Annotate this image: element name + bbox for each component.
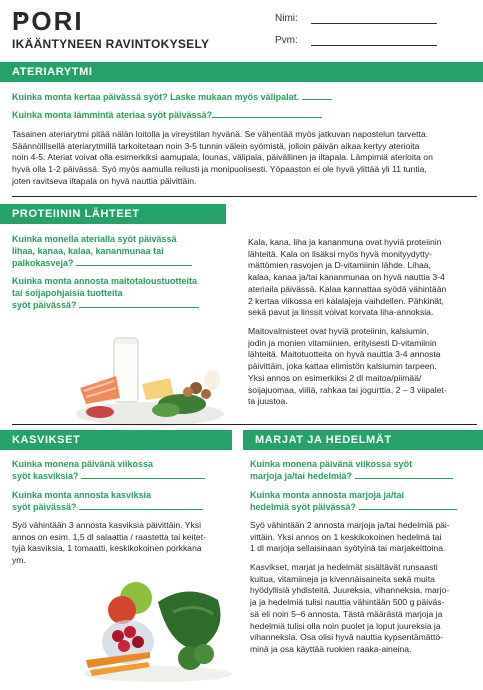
vegetable-text: Syö vähintään 3 annosta kasviksia päivittäin. Yksi annos on esim. 1,5 dl salaattia / raastetta tai keitet- tyjä kasviksia, 1 tomaatti, keskikokoinen porkkana ym. <box>12 520 206 566</box>
answer-line[interactable] <box>355 478 453 479</box>
date-label: Pvm: <box>275 35 298 46</box>
answer-line[interactable] <box>81 478 205 479</box>
ateriarytmi-text: Tasainen ateriarytmi pitää nälän loitolla ja vireystilan hyvänä. Se vähentää myös jatkuvan napostelun tarvetta. Säännöllisellä ateriarytmillä tarkoitetaan noin 3-5 tunnin välein syömistä, jolloin päivän aikaa kertyy aterioita noin 4-5. Ateriat voivat olla esimerkiksi aamupala, lounas, välipala, päivällinen ja iltapala. Lämpimiä aterioita on hyvä olla 1-2 päivässä. Syö myös aamulla reilusti ja monipuolisesti. Yöpaaston ei ole hyvä ylittää yli 11 tuntia, joten ravitseva iltapala on hyvä nauttia päivittäin. <box>12 129 433 186</box>
question-protein-meals: Kuinka monella aterialla syöt päivässä lihaa, kanaa, kalaa, kananmunaa tai palkokasveja? <box>12 233 192 269</box>
question-vegetable-portions: Kuinka monta annosta kasviksia syöt päivässä? <box>12 489 203 513</box>
question-meals-per-day: Kuinka monta kertaa päivässä syöt? Laske mukaan myös välipalat. <box>12 91 332 103</box>
berry-text-2: Kasvikset, marjat ja hedelmät sisältävät runsaasti kuitua, vitamiineja ja kivennäisaineita sekä muita hyödyllisiä yhdisteitä. Juureksia, vihanneksia, marjo- ja ja hedelmiä tulisi nauttia vähintään 500 g päiväs- sä eli noin 5–6 annosta. Tästä määrästä marjoja ja hedelmiä tulisi olla noin puolet ja loput juureksia ja vihanneksia. Osa olisi hyvä nauttia kypsentämättö- minä ja osa käyttää ruokien raaka-aineina. <box>250 562 450 654</box>
question-vegetable-days: Kuinka monena päivänä viikossa syöt kasviksia? <box>12 458 205 482</box>
section-band-ateriarytmi: ATERIARYTMI <box>0 62 483 82</box>
question-warm-meals: Kuinka monta lämmintä ateriaa syöt päivässä? <box>12 109 322 121</box>
name-label: Nimi: <box>275 13 298 24</box>
answer-line[interactable] <box>79 509 203 510</box>
protein-foods-image <box>70 318 230 430</box>
question-berry-days: Kuinka monena päivänä viikossa syöt marjoja ja/tai hedelmiä? <box>250 458 453 482</box>
answer-line[interactable] <box>359 509 457 510</box>
answer-line[interactable] <box>302 99 332 100</box>
question-berry-portions: Kuinka monta annosta marjoja ja/tai hedelmiä syöt päivässä? <box>250 489 457 513</box>
pori-logo: PORI <box>12 6 84 36</box>
question-dairy-portions: Kuinka monta annosta maitotaloustuotteita tai soijapohjaisia tuotteita syöt päivässä? <box>12 275 199 311</box>
answer-line[interactable] <box>212 117 322 118</box>
divider <box>12 424 477 425</box>
name-field[interactable] <box>311 23 437 24</box>
section-band-proteiini: PROTEIININ LÄHTEET <box>0 204 226 224</box>
section-band-marjat: MARJAT JA HEDELMÄT <box>243 430 483 450</box>
protein-text-2: Maitovalmisteet ovat hyviä proteiinin, kalsiumin, jodin ja monien vitamiinien, erityisesti D-vitamiinin lähteitä. Maitotuotteita on hyvä nauttia 3-4 annosta päivittäin, joka kattaa elimistön kalsiumin tarpeen. Yksi annos on esimerkiksi 2 dl maitoa/piimää/ soijajuomaa, viiliä, rahkaa tai jogurttia, 2 – 3 viipalet- ta juustoa. <box>248 326 447 407</box>
answer-line[interactable] <box>79 307 199 308</box>
vegetables-fruits-image <box>78 572 238 684</box>
protein-text-1: Kala, kana, liha ja kananmuna ovat hyviä proteiinin lähteitä. Kala on lisäksi myös hyvä monityydytty- mättömien rasvojen ja D-vitamiinin lähde. Lihaa, kalaa, kanaa ja/tai kananmunaa on hyvä nauttia 3-4 ateriaila päivässä. Kalaa kannattaa syödä vähintään 2 kertaa viikossa eri kalalajeja vaihdellen. Pähkinät, sekä pavut ja linssit voivat korvata liha-annoksia. <box>248 237 447 318</box>
date-field[interactable] <box>311 45 437 46</box>
divider <box>12 196 477 197</box>
answer-line[interactable] <box>76 265 192 266</box>
document-subtitle: IKÄÄNTYNEEN RAVINTOKYSELY <box>12 37 210 51</box>
section-band-kasvikset: KASVIKSET <box>0 430 232 450</box>
berry-text-1: Syö vähintään 2 annosta marjoja ja/tai hedelmiä päi- vittäin. Yksi annos on 1 keskikokoinen hedelmä tai 1 dl marjoja sellaisinaan syötyinä tai marjakeittoina. <box>250 520 450 554</box>
